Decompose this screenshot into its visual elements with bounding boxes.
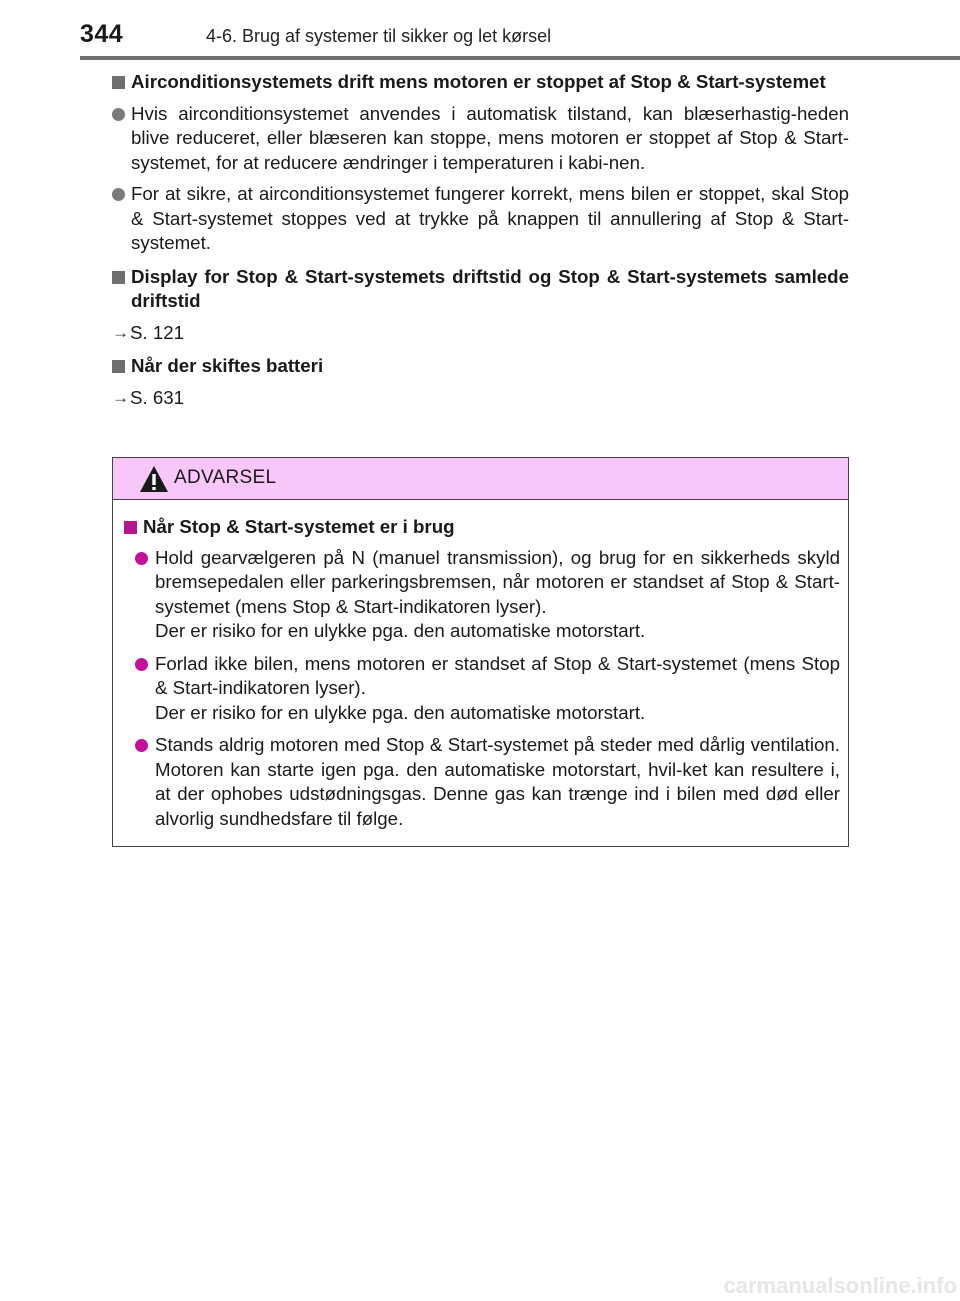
circle-bullet-icon: [112, 188, 125, 201]
list-item: Stands aldrig motoren med Stop & Start-systemet på steder med dårlig ventilation. Motoren kan starte igen pga. den automatiske motorstart, hvil-ket kan resultere i, at der ophobes udstødningsgas. Denne gas kan trænge ind i bilen med død eller alvorlig sundhedsfare til følge.: [124, 733, 840, 831]
square-bullet-icon: [112, 360, 125, 373]
list-item: Hvis airconditionsystemet anvendes i automatisk tilstand, kan blæserhastig-heden blive reduceret, eller blæseren kan stoppe, mens motoren er stoppet af Stop & Start-systemet, for at reducere ændringer i temperaturen i kabi-nen.: [112, 102, 849, 176]
section-battery: [112, 354, 849, 410]
square-bullet-icon: [112, 271, 125, 284]
circle-bullet-icon: [112, 108, 125, 121]
arrow-right-icon: →: [112, 387, 129, 407]
page-header: [80, 14, 960, 62]
warning-header: [113, 458, 848, 500]
watermark: carmanualsonline.info: [723, 1273, 957, 1298]
circle-bullet-icon: [135, 658, 148, 671]
warning-label: ADVARSEL: [174, 467, 277, 488]
list-item: For at sikre, at airconditionsystemet fungerer korrekt, mens bilen er stoppet, skal Stop & Start-systemet stoppes ved at trykke på knappen til annullering af Stop & Start-systemet.: [112, 182, 849, 256]
circle-bullet-icon: [135, 739, 148, 752]
square-bullet-icon: [112, 76, 125, 89]
chapter-title: 4-6. Brug af systemer til sikker og let kørsel: [206, 26, 552, 46]
section-aircon: [112, 70, 849, 256]
warning-icon: [139, 465, 169, 493]
section-title: Når der skiftes batteri: [112, 354, 849, 379]
square-bullet-icon: [124, 521, 137, 534]
section-title: Airconditionsystemets drift mens motoren er stoppet af Stop & Start-systemet: [112, 70, 849, 95]
section-title: Display for Stop & Start-systemets driftstid og Stop & Start-systemets samlede driftstid: [112, 265, 849, 314]
section-display: [112, 265, 849, 346]
circle-bullet-icon: [135, 552, 148, 565]
list-item: Forlad ikke bilen, mens motoren er standset af Stop & Start-systemet (mens Stop & Start-indikatoren lyser). Der er risiko for en ulykke pga. den automatiske motorstart.: [124, 652, 840, 726]
header-rule: [80, 56, 960, 60]
warning-box: [112, 457, 849, 847]
list-item: Hold gearvælgeren på N (manuel transmission), og brug for en sikkerheds skyld bremsepedalen eller parkeringsbremsen, når motoren er standset af Stop & Start-systemet (mens Stop & Start-indikatoren lyser). Der er risiko for en ulykke pga. den automatiske motorstart.: [124, 546, 840, 644]
warning-body: [124, 515, 840, 831]
page-number: 344: [80, 20, 124, 48]
warning-section-title: Når Stop & Start-systemet er i brug: [124, 515, 840, 540]
main-content: [112, 70, 849, 419]
page-reference[interactable]: → S. 121: [112, 321, 849, 346]
page-reference[interactable]: → S. 631: [112, 386, 849, 411]
arrow-right-icon: →: [112, 322, 129, 342]
